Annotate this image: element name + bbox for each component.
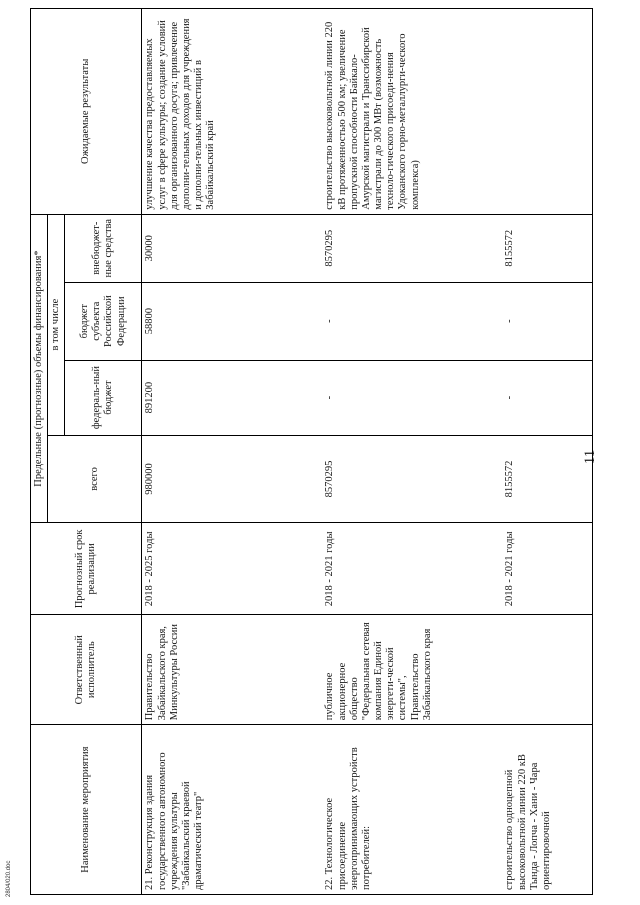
table-row <box>502 9 593 895</box>
cell-term: 2018 - 2025 годы <box>142 523 323 615</box>
cell-regional: - <box>322 282 502 360</box>
cell-federal: 891200 <box>142 360 323 435</box>
cell-federal: - <box>322 360 502 435</box>
cell-results: строительство высоковольтной линии 220 кВ протяженностью 500 км; увеличение пропускной способности Байкало-Амурской магистрали и Транссибирской магистрали до 300 МВт (возможность техноло-гического присоеди-нения Удоканского горно-металлурги-ческого комплекса) <box>322 9 502 215</box>
document-reference: 2804/020.doc <box>6 860 12 897</box>
measure-name: строительство одноцепной высоковольтной линии 220 кВ Тында - Лопча - Хани - Чара ориентировочной <box>504 754 552 890</box>
cell-total: 8155572 <box>502 435 593 523</box>
cell-results <box>502 9 593 215</box>
header-limits: Предельные (прогнозные) объемы финансирования* <box>31 214 48 523</box>
cell-term: 2018 - 2021 годы <box>322 523 502 615</box>
header-term: Прогнозный срок реализации <box>31 523 142 615</box>
header-name: Наименование мероприятия <box>31 725 142 895</box>
measures-table <box>30 8 593 895</box>
cell-regional: 58800 <box>142 282 323 360</box>
header-including: в том числе <box>48 214 65 435</box>
header-regional: бюджет субъекта Российской Федерации <box>65 282 142 360</box>
cell-offbudget: 30000 <box>142 214 323 282</box>
cell-offbudget: 8155572 <box>502 214 593 282</box>
measure-name: Реконструкция здания государственного автономного учреждения культуры "Забайкальский краевой драматический театр" <box>144 752 205 890</box>
header-total: всего <box>48 435 142 523</box>
cell-total: 980000 <box>142 435 323 523</box>
table-row <box>322 9 502 895</box>
cell-term: 2018 - 2021 годы <box>502 523 593 615</box>
row-number: 22. <box>324 876 336 890</box>
header-federal: федераль-ный бюджет <box>65 360 142 435</box>
cell-name <box>502 725 593 895</box>
cell-federal: - <box>502 360 593 435</box>
cell-responsible <box>502 615 593 725</box>
header-results: Ожидаемые результаты <box>31 9 142 215</box>
header-responsible: Ответственный исполнитель <box>31 615 142 725</box>
cell-responsible: публичное акционерное общество "Федеральная сетевая компания Единой энергети-ческой системы", Правительство Забайкальского края <box>322 615 502 725</box>
cell-name <box>322 725 502 895</box>
cell-name <box>142 725 323 895</box>
page-number: 11 <box>582 449 598 465</box>
cell-total: 8570295 <box>322 435 502 523</box>
row-number: 21. <box>144 876 156 890</box>
measure-name: Технологическое присоединение энергопринимающих устройств потребителей: <box>324 747 372 890</box>
cell-regional: - <box>502 282 593 360</box>
table-row <box>142 9 323 895</box>
cell-offbudget: 8570295 <box>322 214 502 282</box>
header-offbudget: внебюджет-ные средства <box>65 214 142 282</box>
cell-responsible: Правительство Забайкальского края, Минкультуры России <box>142 615 323 725</box>
cell-results: улучшение качества предоставляемых услуг в сфере культуры; создание условий для организованного досуга; привлечение дополни-тельных доходов для учреждения и дополни-тельных инвестиций в Забайкальский край <box>142 9 323 215</box>
